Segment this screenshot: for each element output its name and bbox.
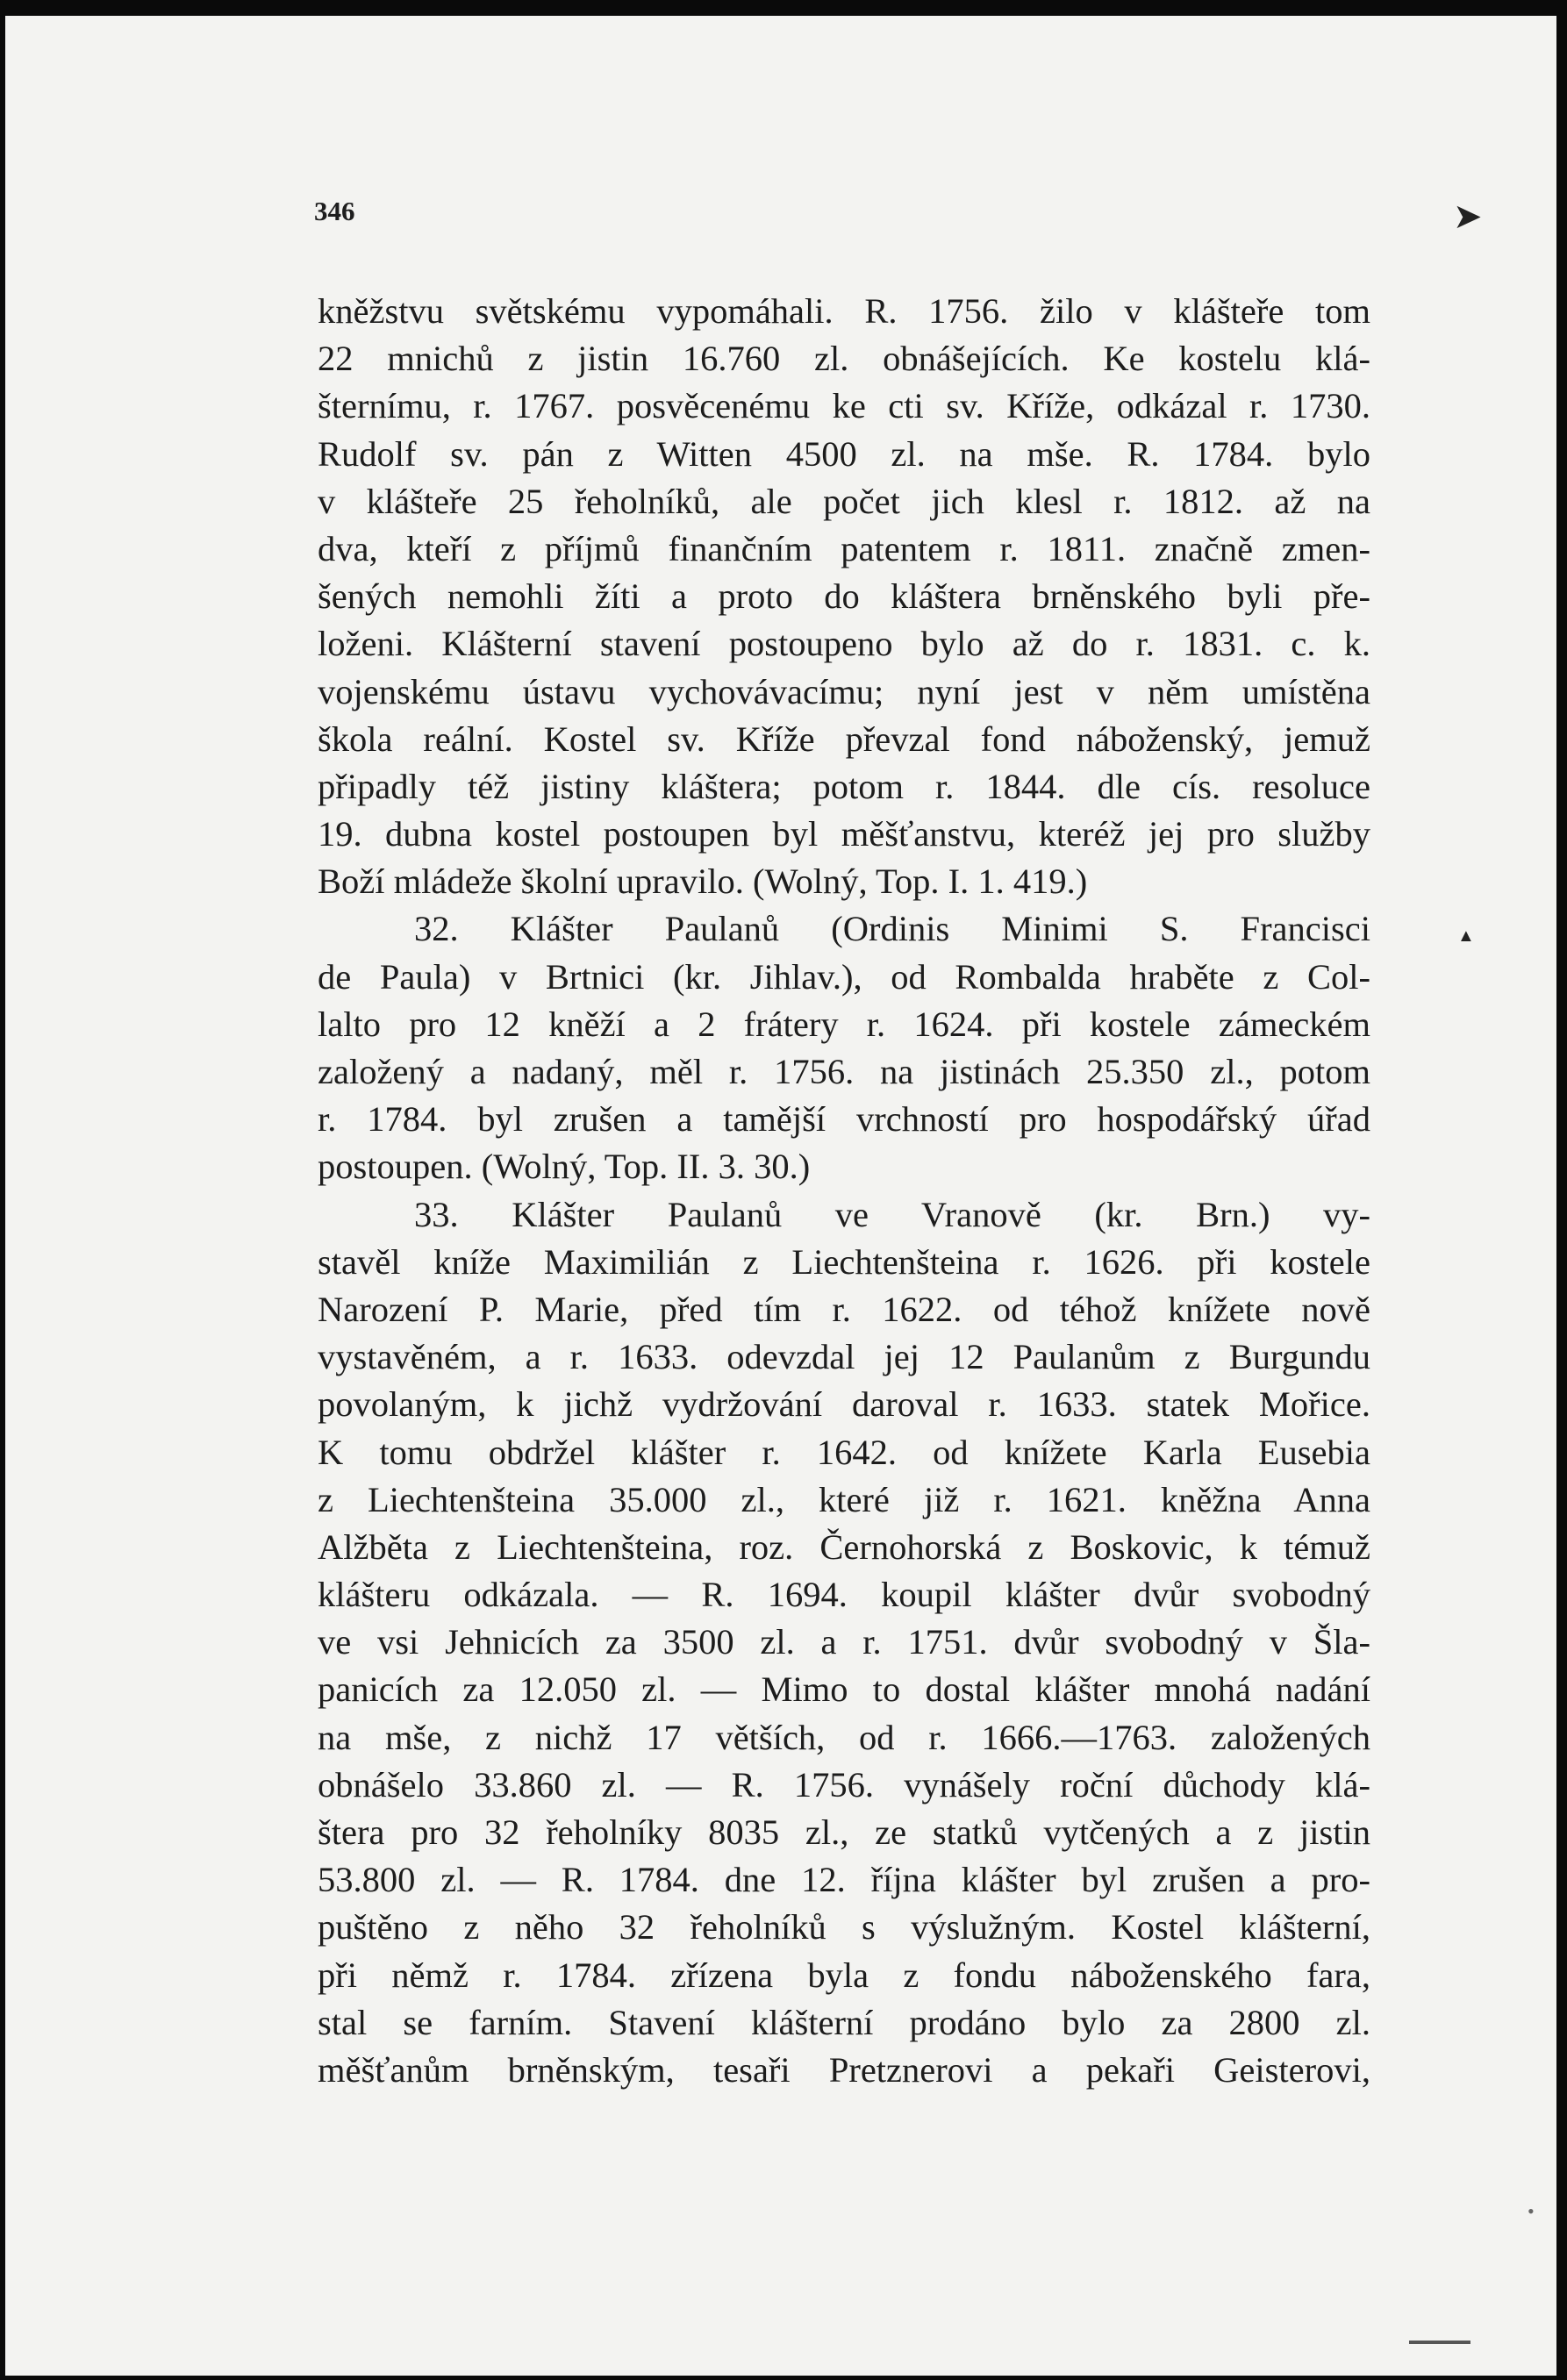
text-line: z Liechtenšteina 35.000 zl., které již r. 1621. kněžna Anna	[318, 1479, 1370, 1519]
page-number: 346	[314, 196, 355, 226]
text-line: na mše, z nichž 17 větších, od r. 1666.—1763. založených	[318, 1717, 1370, 1757]
text-line: 22 mnichů z jistin 16.760 zl. obnášejících. Ke kostelu klá-	[318, 339, 1370, 379]
text-line: klášteru odkázala. — R. 1694. koupil klášter dvůr svobodný	[318, 1575, 1370, 1615]
text-line: vojenskému ústavu vychovávacímu; nyní jest v něm umístěna	[318, 671, 1370, 711]
text-line: povolaným, k jichž vydržování daroval r. 1633. statek Mořice.	[318, 1384, 1370, 1425]
text-line: 33. Klášter Paulanů ve Vranově (kr. Brn.) vy-	[414, 1194, 1370, 1234]
text-line: dva, kteří z příjmů finančním patentem r. 1811. značně zmen-	[318, 528, 1370, 568]
text-line: loženi. Klášterní stavení postoupeno bylo až do r. 1831. c. k.	[318, 624, 1370, 664]
text-line: Alžběta z Liechtenšteina, roz. Černohorská z Boskovic, k témuž	[318, 1526, 1370, 1567]
text-line: lalto pro 12 kněží a 2 frátery r. 1624. při kostele zámeckém	[318, 1004, 1370, 1044]
text-line: v klášteře 25 řeholníků, ale počet jich klesl r. 1812. až na	[318, 481, 1370, 521]
text-line: ve vsi Jehnicích za 3500 zl. a r. 1751. dvůr svobodný v Šla-	[318, 1622, 1370, 1662]
text-line: r. 1784. byl zrušen a tamější vrchností pro hospodářský úřad	[318, 1099, 1370, 1140]
text-line: Boží mládeže školní upravilo. (Wolný, Top. I. 1. 419.)	[318, 861, 1088, 902]
text-line: de Paula) v Brtnici (kr. Jihlav.), od Rombalda hraběte z Col-	[318, 956, 1370, 997]
margin-small-mark: ▲	[1457, 926, 1475, 946]
text-line: panicích za 12.050 zl. — Mimo to dostal klášter mnohá nadání	[318, 1669, 1370, 1710]
text-line: stavěl kníže Maximilián z Liechtenšteina r. 1626. při kostele	[318, 1241, 1370, 1282]
text-line: Rudolf sv. pán z Witten 4500 zl. na mše. R. 1784. bylo	[318, 433, 1370, 474]
text-line: šternímu, r. 1767. posvěcenému ke cti sv. Kříže, odkázal r. 1730.	[318, 386, 1370, 426]
text-line: štera pro 32 řeholníky 8035 zl., ze statků vytčených a z jistin	[318, 1812, 1370, 1852]
body-text	[318, 288, 1370, 2094]
text-line: K tomu obdržel klášter r. 1642. od knížete Karla Eusebia	[318, 1432, 1370, 1472]
margin-tick-mark: •	[1528, 2200, 1535, 2222]
margin-arrow-mark: ➤	[1453, 197, 1483, 236]
text-line: měšťanům brněnským, tesaři Pretznerovi a pekaři Geisterovi,	[318, 2049, 1370, 2090]
text-line: Narození P. Marie, před tím r. 1622. od téhož knížete nově	[318, 1289, 1370, 1329]
text-line: postoupen. (Wolný, Top. II. 3. 30.)	[318, 1147, 811, 1187]
text-line: puštěno z něho 32 řeholníků s výslužným. Kostel klášterní,	[318, 1907, 1370, 1948]
text-line: při němž r. 1784. zřízena byla z fondu náboženského fara,	[318, 1955, 1370, 1995]
text-line: 19. dubna kostel postoupen byl měšťanstvu, kteréž jej pro služby	[318, 814, 1370, 854]
text-line: 53.800 zl. — R. 1784. dne 12. října klášter byl zrušen a pro-	[318, 1860, 1370, 1900]
book-page	[5, 16, 1556, 2376]
text-line: stal se farním. Stavení klášterní prodáno bylo za 2800 zl.	[318, 2002, 1370, 2042]
text-line: připadly též jistiny kláštera; potom r. 1844. dle cís. resoluce	[318, 766, 1370, 806]
text-line: obnášelo 33.860 zl. — R. 1756. vynášely roční důchody klá-	[318, 1764, 1370, 1805]
margin-dash-mark	[1409, 2341, 1470, 2344]
text-line: založený a nadaný, měl r. 1756. na jistinách 25.350 zl., potom	[318, 1052, 1370, 1091]
text-line: šených nemohli žíti a proto do kláštera brněnského byli pře-	[318, 576, 1370, 617]
text-line: vystavěném, a r. 1633. odevzdal jej 12 Paulanům z Burgundu	[318, 1337, 1370, 1377]
text-line: škola reální. Kostel sv. Kříže převzal fond náboženský, jemuž	[318, 718, 1370, 759]
text-line: kněžstvu světskému vypomáhali. R. 1756. žilo v klášteře tom	[318, 291, 1370, 331]
text-line: 32. Klášter Paulanů (Ordinis Minimi S. Francisci	[414, 909, 1370, 949]
